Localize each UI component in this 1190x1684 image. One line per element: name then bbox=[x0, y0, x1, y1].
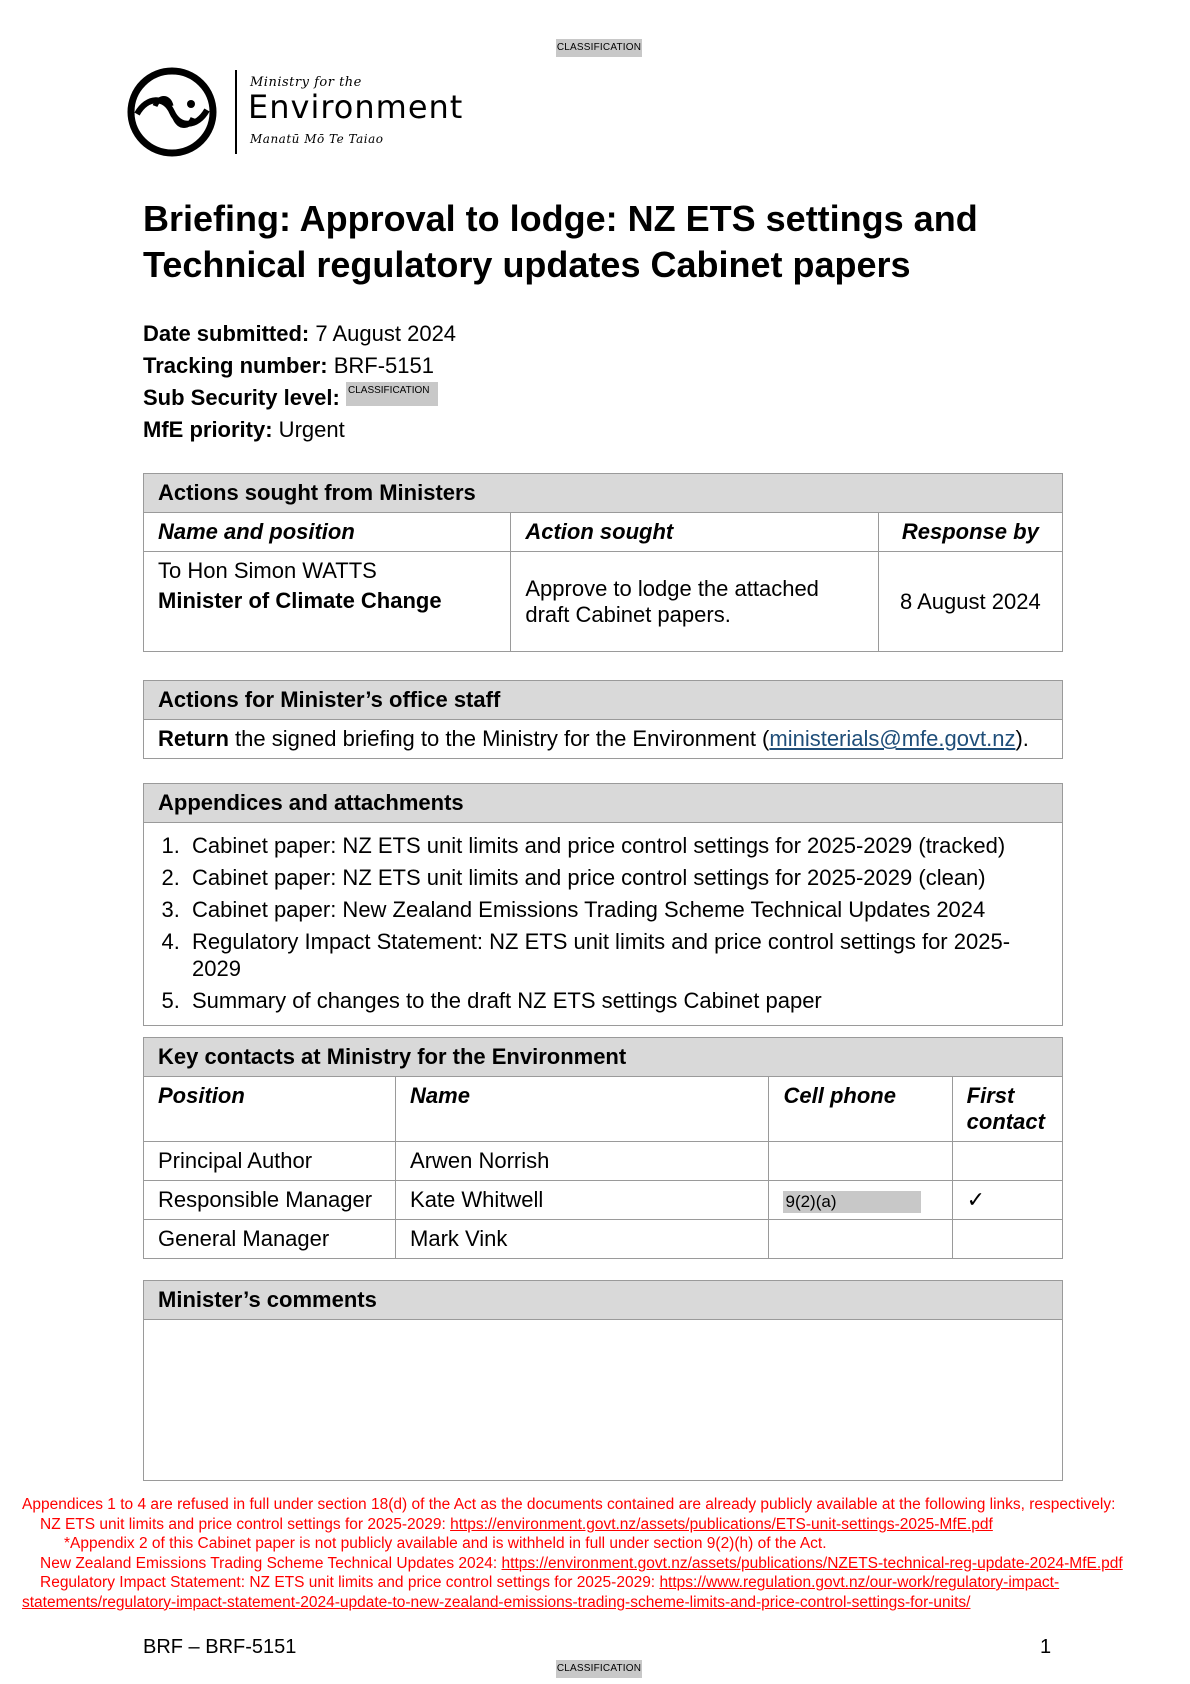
contact-first bbox=[952, 1142, 1062, 1181]
appendices-heading: Appendices and attachments bbox=[144, 784, 1063, 823]
footnote-line bbox=[22, 1515, 1182, 1535]
footer-reference: BRF – BRF-5151 bbox=[143, 1636, 297, 1658]
minister-comments-heading: Minister’s comments bbox=[144, 1281, 1063, 1320]
appendix-item: 4. Regulatory Impact Statement: NZ ETS unit limits and price control settings for 2025-2029 bbox=[186, 928, 1048, 982]
redacted-phone: 9(2)(a) bbox=[783, 1191, 921, 1213]
footnote-line bbox=[22, 1573, 1182, 1593]
ministry-emblem-icon bbox=[125, 66, 221, 158]
contact-name: Kate Whitwell bbox=[396, 1181, 769, 1220]
actions-sought-table bbox=[143, 473, 1063, 652]
appendix-item: 5. Summary of changes to the draft NZ ETS settings Cabinet paper bbox=[186, 987, 1048, 1014]
contact-row bbox=[144, 1220, 1063, 1259]
appendices-list-cell bbox=[144, 823, 1063, 1026]
appendices-list bbox=[150, 832, 1048, 1014]
ets-unit-settings-link[interactable]: https://environment.govt.nz/assets/publications/ETS-unit-settings-2025-MfE.pdf bbox=[450, 1515, 993, 1533]
ministerials-email-link[interactable]: ministerials@mfe.govt.nz bbox=[769, 726, 1016, 751]
appendix-item: 3. Cabinet paper: New Zealand Emissions Trading Scheme Technical Updates 2024 bbox=[186, 896, 1048, 923]
contact-phone-cell bbox=[769, 1181, 952, 1220]
col-cell-phone: Cell phone bbox=[769, 1077, 952, 1142]
date-submitted-label: Date submitted: bbox=[143, 321, 310, 346]
security-level-value: CLASSIFICATION bbox=[346, 382, 438, 406]
ris-link-part2[interactable]: statements/regulatory-impact-statement-2024-update-to-new-zealand-emissions-trading-scheme-limits-and-price-control-settings-for-units/ bbox=[22, 1593, 971, 1611]
nzets-technical-update-link[interactable]: https://environment.govt.nz/assets/publications/NZETS-technical-reg-update-2024-MfE.pdf bbox=[501, 1554, 1123, 1572]
contact-position: Responsible Manager bbox=[144, 1181, 396, 1220]
briefing-title: Briefing: Approval to lodge: NZ ETS settings and Technical regulatory updates Cabinet papers bbox=[143, 198, 978, 285]
date-submitted-value: 7 August 2024 bbox=[309, 321, 457, 346]
minister-cell bbox=[144, 552, 511, 652]
response-by-date: 8 August 2024 bbox=[878, 552, 1062, 652]
page-number: 1 bbox=[1040, 1636, 1052, 1658]
tracking-number bbox=[143, 350, 456, 382]
logo-ministry-for-the: Ministry for the bbox=[250, 75, 362, 90]
appendix-item: 1. Cabinet paper: NZ ETS unit limits and price control settings for 2025-2029 (tracked) bbox=[186, 832, 1048, 859]
mfe-priority-value: Urgent bbox=[272, 417, 345, 442]
footnote-text: New Zealand Emissions Trading Scheme Technical Updates 2024: bbox=[40, 1554, 502, 1572]
briefing-metadata bbox=[143, 318, 456, 446]
contact-phone bbox=[769, 1142, 952, 1181]
logo-divider bbox=[235, 70, 237, 154]
contact-row bbox=[144, 1142, 1063, 1181]
action-sought-text: Approve to lodge the attached draft Cabinet papers. bbox=[511, 552, 878, 652]
contact-row bbox=[144, 1181, 1063, 1220]
return-text: the signed briefing to the Ministry for the Environment ( bbox=[228, 726, 770, 751]
classification-marker-bottom: CLASSIFICATION bbox=[556, 1660, 642, 1678]
contact-phone bbox=[769, 1220, 952, 1259]
return-closing: ). bbox=[1015, 726, 1029, 751]
appendix-item: 2. Cabinet paper: NZ ETS unit limits and price control settings for 2025-2029 (clean) bbox=[186, 864, 1048, 891]
office-staff-table bbox=[143, 680, 1063, 759]
contact-name: Mark Vink bbox=[396, 1220, 769, 1259]
return-label: Return bbox=[158, 726, 229, 751]
office-staff-instruction bbox=[144, 720, 1063, 759]
redaction-footnote bbox=[22, 1495, 1182, 1612]
tracking-number-label: Tracking number: bbox=[143, 353, 328, 378]
footnote-line bbox=[22, 1554, 1182, 1574]
footnote-text: Regulatory Impact Statement: NZ ETS unit limits and price control settings for 2025-2029: bbox=[40, 1574, 660, 1591]
security-level-label: Sub Security level: bbox=[143, 385, 340, 410]
footnote-line bbox=[22, 1593, 1182, 1613]
key-contacts-heading: Key contacts at Ministry for the Environment bbox=[144, 1038, 1063, 1077]
contact-first bbox=[952, 1220, 1062, 1259]
col-name-position: Name and position bbox=[144, 513, 511, 552]
mfe-priority bbox=[143, 414, 456, 446]
contact-position: General Manager bbox=[144, 1220, 396, 1259]
minister-to-line: To Hon Simon WATTS bbox=[158, 558, 377, 583]
minister-position: Minister of Climate Change bbox=[158, 588, 442, 613]
contact-position: Principal Author bbox=[144, 1142, 396, 1181]
col-action-sought: Action sought bbox=[511, 513, 878, 552]
appendices-table bbox=[143, 783, 1063, 1026]
actions-sought-heading: Actions sought from Ministers bbox=[144, 474, 1063, 513]
mfe-priority-label: MfE priority: bbox=[143, 417, 273, 442]
security-level bbox=[143, 382, 456, 414]
minister-comments-area[interactable] bbox=[144, 1320, 1063, 1481]
classification-marker-top: CLASSIFICATION bbox=[556, 39, 642, 57]
office-staff-heading: Actions for Minister’s office staff bbox=[144, 681, 1063, 720]
minister-comments-table bbox=[143, 1280, 1063, 1481]
logo-maori-name: Manatū Mō Te Taiao bbox=[250, 132, 384, 146]
footnote-line: *Appendix 2 of this Cabinet paper is not publicly available and is withheld in full under section 9(2)(h) of the Act. bbox=[64, 1535, 827, 1552]
tracking-number-value: BRF-5151 bbox=[327, 353, 434, 378]
col-response-by: Response by bbox=[878, 513, 1062, 552]
ris-link-part1[interactable]: https://www.regulation.govt.nz/our-work/regulatory-impact- bbox=[659, 1574, 1060, 1591]
logo-environment: Environment bbox=[248, 88, 464, 126]
col-name: Name bbox=[396, 1077, 769, 1142]
contact-first: ✓ bbox=[952, 1181, 1062, 1220]
date-submitted bbox=[143, 318, 456, 350]
key-contacts-table bbox=[143, 1037, 1063, 1259]
col-first-contact: First contact bbox=[952, 1077, 1062, 1142]
footnote-text: NZ ETS unit limits and price control settings for 2025-2029: bbox=[40, 1515, 451, 1533]
footnote-line: Appendices 1 to 4 are refused in full under section 18(d) of the Act as the documents contained are already publicly available at the following links, respectively: bbox=[22, 1496, 1116, 1513]
contact-name: Arwen Norrish bbox=[396, 1142, 769, 1181]
ministry-logo bbox=[125, 66, 485, 158]
col-position: Position bbox=[144, 1077, 396, 1142]
